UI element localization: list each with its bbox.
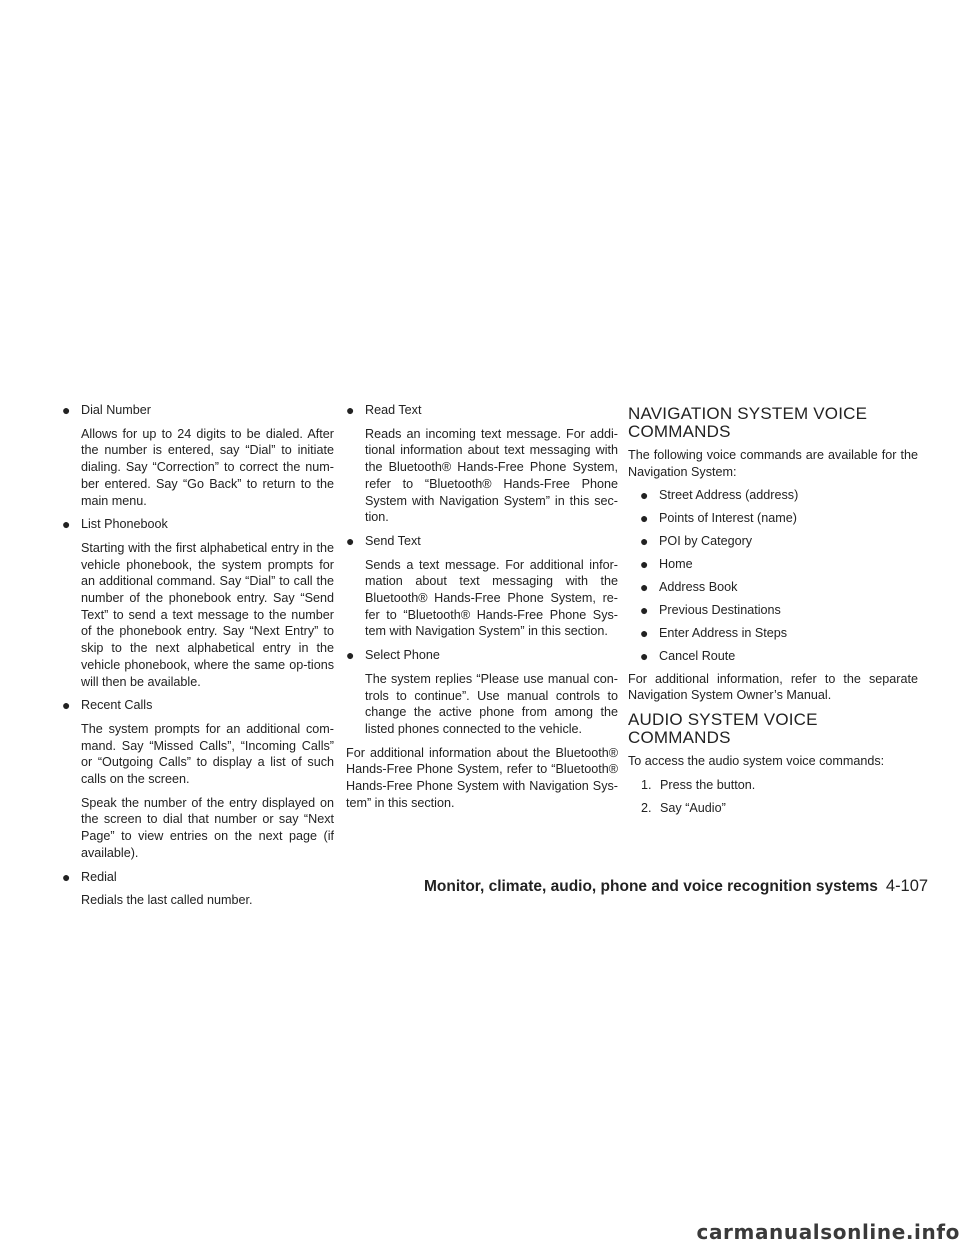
command-label: Address Book	[659, 579, 738, 594]
item-title: Select Phone	[365, 648, 440, 663]
step-item	[641, 777, 918, 794]
item-description: Allows for up to 24 digits to be dialed. After the number is entered, say “Dial” to initiate dialing. Say “Correction” to correct the num-ber entered. Say “Go Back” to return to the main menu.	[81, 426, 334, 508]
bullet-icon: ●	[62, 697, 71, 714]
list-item	[640, 556, 918, 573]
list-item	[640, 533, 918, 550]
bullet-icon: ●	[640, 487, 649, 504]
item-title: Dial Number	[81, 403, 151, 417]
item-description: Redials the last called number.	[81, 893, 253, 908]
navigation-closing: For additional information, refer to the separate Navigation System Owner’s Manual.	[628, 671, 918, 703]
bullet-icon: ●	[640, 556, 649, 573]
chapter-title: Monitor, climate, audio, phone and voice recognition systems	[424, 878, 878, 895]
closing-paragraph: For additional information about the Bluetooth® Hands-Free Phone System, refer to “Bluetooth® Hands-Free Phone System with Navigation Sys-tem” in this section.	[346, 745, 618, 810]
command-label: Cancel Route	[659, 648, 736, 663]
list-item	[346, 533, 618, 640]
list-item	[62, 869, 334, 909]
list-item	[640, 625, 918, 642]
list-item	[640, 648, 918, 665]
item-title: Send Text	[365, 533, 421, 548]
bullet-icon: ●	[640, 510, 649, 527]
list-item	[62, 697, 334, 861]
bullet-icon: ●	[640, 601, 649, 618]
bullet-icon: ●	[640, 533, 649, 550]
item-description: The system replies “Please use manual con-trols to continue”. Use manual controls to change the active phone from among the listed phones connected to the vehicle.	[365, 671, 618, 736]
command-label: Previous Destinations	[659, 602, 781, 617]
bullet-icon: ●	[346, 647, 355, 664]
navigation-command-list	[628, 487, 918, 664]
step-number: 2.	[641, 800, 652, 815]
list-item	[62, 516, 334, 690]
command-label: Enter Address in Steps	[659, 625, 788, 640]
page-number: 4-107	[885, 877, 929, 895]
bullet-icon: ●	[640, 647, 649, 664]
item-description: Starting with the first alphabetical entry in the vehicle phonebook, the system prompts for an additional command. Say “Dial” to call the number of the phonebook entry. Say “Send Text” to send a text message to the number of the phonebook entry. Say “Next Entry” to skip to the next alphabetical entry in the vehicle phonebook, where the same op-tions will then be available.	[81, 540, 334, 689]
item-description: Sends a text message. For additional infor-mation about text messaging with the Bluetooth® Hands-Free Phone System, re-fer to “Bluetooth® Hands-Free Phone Sys-tem with Navigation System” in this section.	[365, 557, 618, 639]
list-item	[640, 487, 918, 504]
item-title: List Phonebook	[81, 517, 168, 532]
audio-steps	[628, 777, 918, 817]
step-item	[641, 800, 918, 817]
bullet-icon: ●	[640, 624, 649, 641]
step-text: Say “Audio”	[660, 800, 726, 815]
navigation-intro: The following voice commands are available for the Navigation System:	[628, 448, 918, 479]
audio-heading: AUDIO SYSTEM VOICE COMMANDS	[628, 709, 818, 747]
item-description: Speak the number of the entry displayed on the screen to dial that number or say “Next Page” to view entries on the next page (if available).	[81, 795, 334, 860]
bullet-icon: ●	[346, 532, 355, 549]
bullet-icon: ●	[62, 402, 71, 418]
item-title: Recent Calls	[81, 698, 153, 713]
item-title: Read Text	[365, 403, 422, 417]
command-label: Street Address (address)	[659, 488, 799, 503]
list-item	[346, 402, 618, 526]
item-title: Redial	[81, 869, 117, 884]
item-description: The system prompts for an additional com-mand. Say “Missed Calls”, “Incoming Calls” or “Outgoing Calls” to display a list of such calls on the screen.	[81, 721, 334, 787]
watermark-text: carmanualsonline.info	[696, 1220, 960, 1244]
column-3	[628, 402, 918, 822]
navigation-heading: NAVIGATION SYSTEM VOICE COMMANDS	[628, 404, 868, 441]
list-item	[640, 579, 918, 596]
audio-intro: To access the audio system voice commands:	[628, 753, 885, 768]
column-2	[346, 402, 618, 818]
page-footer	[424, 876, 929, 897]
list-item	[640, 510, 918, 527]
command-label: Home	[659, 557, 693, 572]
step-number: 1.	[641, 777, 652, 792]
column-1	[62, 402, 334, 916]
list-item	[640, 602, 918, 619]
bullet-icon: ●	[640, 578, 649, 595]
list-item	[62, 402, 334, 509]
command-label: POI by Category	[659, 534, 753, 549]
bullet-icon: ●	[346, 402, 355, 418]
step-text: Press the button.	[660, 777, 756, 792]
command-label: Points of Interest (name)	[659, 511, 797, 526]
item-description: Reads an incoming text message. For addi-tional information about text messaging with the Bluetooth® Hands-Free Phone System, refer to “Bluetooth® Hands-Free Phone System with Navigation System” in this sec-tion.	[365, 426, 618, 525]
list-item	[346, 647, 618, 738]
bullet-icon: ●	[62, 516, 71, 533]
bullet-icon: ●	[62, 868, 71, 885]
